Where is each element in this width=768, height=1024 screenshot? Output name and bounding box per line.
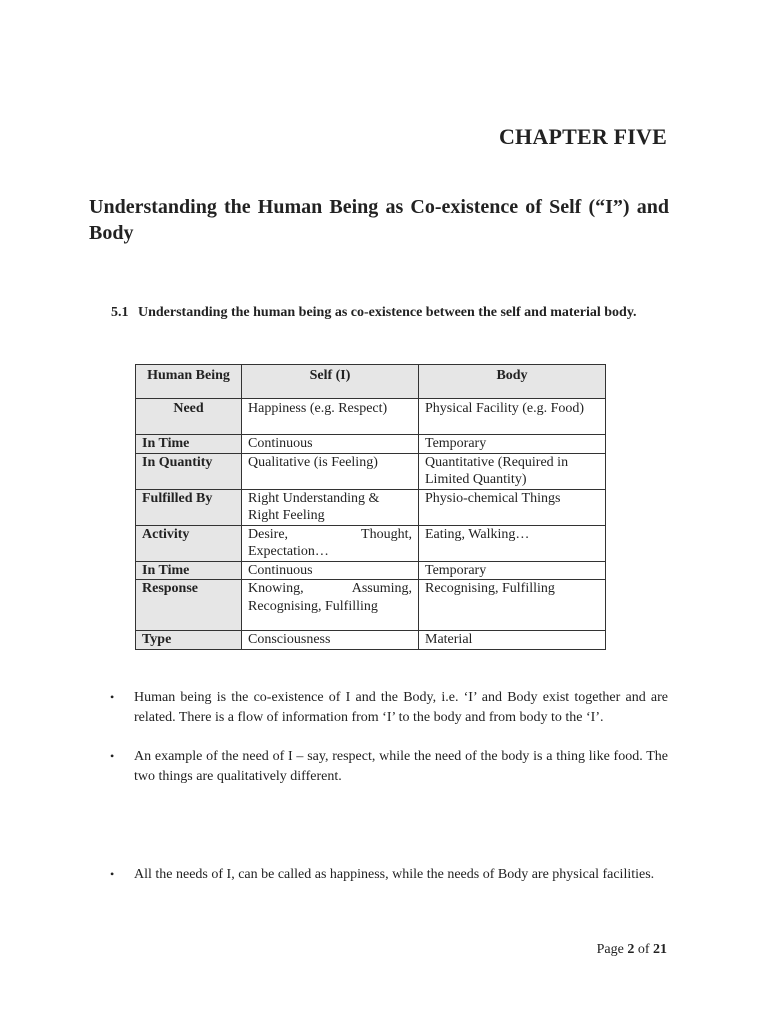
main-title: Understanding the Human Being as Co-existence of Self (“I”) and Body bbox=[89, 196, 669, 244]
header-human-being: Human Being bbox=[136, 365, 242, 399]
body-cell: Physical Facility (e.g. Food) bbox=[419, 399, 606, 435]
bullet-text: Human being is the co-existence of I and the Body, i.e. ‘I’ and Body exist together and are related. There is a flow of information from ‘I’ to the body and from body to the ‘I’. bbox=[134, 690, 668, 725]
body-cell: Physio-chemical Things bbox=[419, 489, 606, 525]
table-row bbox=[136, 399, 606, 435]
list-item bbox=[110, 688, 668, 727]
bullet-text: An example of the need of I – say, respect, while the need of the body is a thing like food. The two things are qualitatively different. bbox=[134, 749, 668, 784]
list-item bbox=[110, 747, 668, 786]
table-row bbox=[136, 525, 606, 561]
page-current: 2 bbox=[627, 942, 635, 957]
header-body: Body bbox=[419, 365, 606, 399]
table-row bbox=[136, 435, 606, 454]
row-label: Activity bbox=[136, 525, 242, 561]
table-row bbox=[136, 580, 606, 631]
body-cell: Temporary bbox=[419, 561, 606, 580]
bullet-text: All the needs of I, can be called as happiness, while the needs of Body are physical facilities. bbox=[134, 867, 655, 882]
self-cell: Desire, Thought, Expectation… bbox=[242, 525, 419, 561]
page-number bbox=[597, 942, 667, 958]
table-row bbox=[136, 489, 606, 525]
table-row bbox=[136, 561, 606, 580]
list-item bbox=[110, 865, 668, 885]
page-prefix: Page bbox=[596, 942, 624, 957]
bullet-icon: • bbox=[110, 867, 115, 881]
body-cell: Recognising, Fulfilling bbox=[419, 580, 606, 631]
row-label: Need bbox=[136, 399, 242, 435]
row-label: In Time bbox=[136, 561, 242, 580]
section-title: Understanding the human being as co-existence between the self and material body. bbox=[138, 305, 637, 320]
header-self: Self (I) bbox=[242, 365, 419, 399]
row-label: In Time bbox=[136, 435, 242, 454]
self-cell: Consciousness bbox=[242, 631, 419, 650]
body-cell: Eating, Walking… bbox=[419, 525, 606, 561]
table-row bbox=[136, 631, 606, 650]
body-cell: Material bbox=[419, 631, 606, 650]
bullet-icon: • bbox=[110, 690, 115, 704]
table-row bbox=[136, 453, 606, 489]
row-label: Fulfilled By bbox=[136, 489, 242, 525]
row-label: Response bbox=[136, 580, 242, 631]
section-number: 5.1 bbox=[111, 305, 129, 320]
bullet-list-2 bbox=[110, 747, 668, 786]
table-header-row bbox=[136, 365, 606, 399]
row-label: In Quantity bbox=[136, 453, 242, 489]
self-cell: Qualitative (is Feeling) bbox=[242, 453, 419, 489]
self-cell: Right Understanding & Right Feeling bbox=[242, 489, 419, 525]
self-cell: Continuous bbox=[242, 561, 419, 580]
self-cell: Knowing, Assuming, Recognising, Fulfilling bbox=[242, 580, 419, 631]
body-cell: Temporary bbox=[419, 435, 606, 454]
row-label: Type bbox=[136, 631, 242, 650]
self-cell: Continuous bbox=[242, 435, 419, 454]
body-cell: Quantitative (Required in Limited Quantity) bbox=[419, 453, 606, 489]
page-separator: of bbox=[637, 942, 650, 957]
bullet-list-1 bbox=[110, 688, 668, 727]
chapter-heading: CHAPTER FIVE bbox=[498, 124, 667, 149]
self-cell: Happiness (e.g. Respect) bbox=[242, 399, 419, 435]
bullet-list-3 bbox=[110, 865, 668, 885]
bullet-icon: • bbox=[110, 749, 115, 763]
page-total: 21 bbox=[653, 942, 667, 957]
section-heading bbox=[111, 305, 637, 321]
comparison-table bbox=[135, 364, 606, 650]
